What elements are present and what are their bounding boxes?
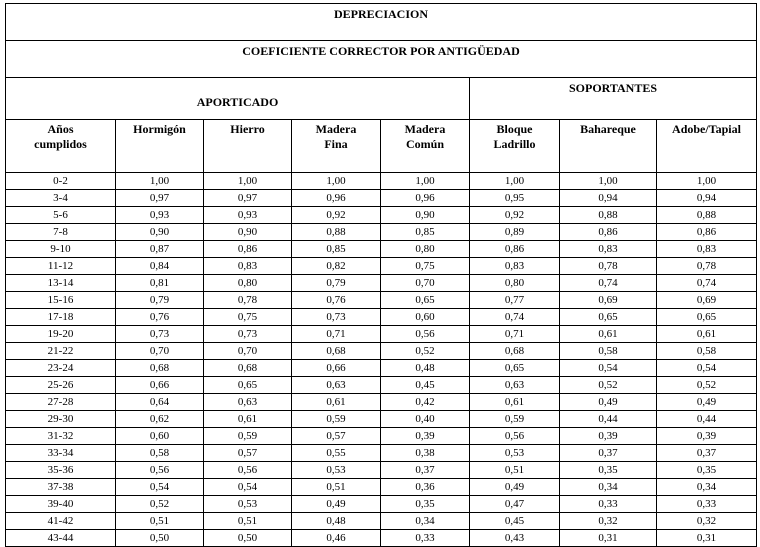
coefficient-cell: 0,61 bbox=[292, 394, 381, 411]
coefficient-cell: 0,50 bbox=[204, 530, 292, 547]
coefficient-cell: 0,86 bbox=[560, 224, 657, 241]
coefficient-cell: 0,43 bbox=[470, 530, 560, 547]
coefficient-cell: 0,64 bbox=[116, 394, 204, 411]
coefficient-cell: 0,95 bbox=[470, 190, 560, 207]
coefficient-cell: 0,61 bbox=[560, 326, 657, 343]
coefficient-cell: 0,79 bbox=[116, 292, 204, 309]
coefficient-cell: 0,37 bbox=[381, 462, 470, 479]
age-range-cell: 39-40 bbox=[6, 496, 116, 513]
coefficient-cell: 0,42 bbox=[381, 394, 470, 411]
coefficient-cell: 0,65 bbox=[470, 360, 560, 377]
age-range-cell: 7-8 bbox=[6, 224, 116, 241]
table-row bbox=[6, 360, 757, 377]
age-range-cell: 9-10 bbox=[6, 241, 116, 258]
coefficient-cell: 0,54 bbox=[657, 360, 757, 377]
coefficient-cell: 0,56 bbox=[470, 428, 560, 445]
coefficient-cell: 0,53 bbox=[292, 462, 381, 479]
table-row bbox=[6, 394, 757, 411]
coefficient-cell: 0,66 bbox=[116, 377, 204, 394]
column-header-adobe-tapial: Adobe/Tapial bbox=[657, 120, 757, 173]
coefficient-cell: 0,59 bbox=[470, 411, 560, 428]
coefficient-cell: 0,63 bbox=[204, 394, 292, 411]
coefficient-cell: 0,76 bbox=[116, 309, 204, 326]
coefficient-cell: 0,33 bbox=[657, 496, 757, 513]
coefficient-cell: 0,34 bbox=[560, 479, 657, 496]
coefficient-cell: 0,66 bbox=[292, 360, 381, 377]
coefficient-cell: 0,92 bbox=[292, 207, 381, 224]
coefficient-cell: 0,31 bbox=[657, 530, 757, 547]
age-range-cell: 5-6 bbox=[6, 207, 116, 224]
column-header-hierro: Hierro bbox=[204, 120, 292, 173]
coefficient-cell: 0,56 bbox=[116, 462, 204, 479]
coefficient-cell: 1,00 bbox=[204, 173, 292, 190]
column-header-hormigon: Hormigón bbox=[116, 120, 204, 173]
coefficient-cell: 0,90 bbox=[116, 224, 204, 241]
table-row bbox=[6, 326, 757, 343]
age-range-cell: 35-36 bbox=[6, 462, 116, 479]
coefficient-cell: 0,47 bbox=[470, 496, 560, 513]
age-range-cell: 15-16 bbox=[6, 292, 116, 309]
coefficient-cell: 0,79 bbox=[292, 275, 381, 292]
coefficient-cell: 0,38 bbox=[381, 445, 470, 462]
coefficient-cell: 0,48 bbox=[381, 360, 470, 377]
table-title: DEPRECIACION bbox=[6, 4, 757, 41]
coefficient-cell: 0,37 bbox=[560, 445, 657, 462]
column-header-anos: Años cumplidos bbox=[6, 120, 116, 173]
coefficient-cell: 0,65 bbox=[381, 292, 470, 309]
coefficient-cell: 0,32 bbox=[657, 513, 757, 530]
coefficient-cell: 0,31 bbox=[560, 530, 657, 547]
age-range-cell: 29-30 bbox=[6, 411, 116, 428]
coefficient-cell: 0,74 bbox=[657, 275, 757, 292]
coefficient-cell: 0,85 bbox=[292, 241, 381, 258]
coefficient-cell: 0,53 bbox=[470, 445, 560, 462]
coefficient-cell: 0,61 bbox=[204, 411, 292, 428]
table-row bbox=[6, 173, 757, 190]
coefficient-cell: 0,49 bbox=[657, 394, 757, 411]
coefficient-cell: 0,68 bbox=[116, 360, 204, 377]
coefficient-cell: 0,70 bbox=[116, 343, 204, 360]
table-row bbox=[6, 445, 757, 462]
table-row bbox=[6, 479, 757, 496]
coefficient-cell: 0,40 bbox=[381, 411, 470, 428]
coefficient-cell: 0,90 bbox=[204, 224, 292, 241]
coefficient-cell: 0,39 bbox=[657, 428, 757, 445]
coefficient-cell: 0,46 bbox=[292, 530, 381, 547]
age-range-cell: 13-14 bbox=[6, 275, 116, 292]
coefficient-cell: 1,00 bbox=[381, 173, 470, 190]
coefficient-cell: 0,83 bbox=[560, 241, 657, 258]
coefficient-cell: 0,54 bbox=[204, 479, 292, 496]
depreciation-table bbox=[5, 3, 757, 547]
table-row bbox=[6, 496, 757, 513]
coefficient-cell: 0,59 bbox=[292, 411, 381, 428]
age-range-cell: 33-34 bbox=[6, 445, 116, 462]
coefficient-cell: 1,00 bbox=[292, 173, 381, 190]
table-row bbox=[6, 258, 757, 275]
coefficient-cell: 0,39 bbox=[560, 428, 657, 445]
coefficient-cell: 0,75 bbox=[204, 309, 292, 326]
coefficient-cell: 0,51 bbox=[116, 513, 204, 530]
coefficient-cell: 0,61 bbox=[657, 326, 757, 343]
coefficient-cell: 0,58 bbox=[116, 445, 204, 462]
age-range-cell: 37-38 bbox=[6, 479, 116, 496]
coefficient-cell: 0,49 bbox=[560, 394, 657, 411]
age-range-cell: 41-42 bbox=[6, 513, 116, 530]
coefficient-cell: 0,58 bbox=[657, 343, 757, 360]
coefficient-cell: 0,73 bbox=[116, 326, 204, 343]
table-row bbox=[6, 275, 757, 292]
coefficient-cell: 0,74 bbox=[560, 275, 657, 292]
coefficient-cell: 0,44 bbox=[560, 411, 657, 428]
coefficient-cell: 0,76 bbox=[292, 292, 381, 309]
coefficient-cell: 0,82 bbox=[292, 258, 381, 275]
table-row bbox=[6, 530, 757, 547]
coefficient-cell: 0,85 bbox=[381, 224, 470, 241]
table-row bbox=[6, 343, 757, 360]
coefficient-cell: 0,65 bbox=[560, 309, 657, 326]
coefficient-cell: 0,35 bbox=[560, 462, 657, 479]
coefficient-cell: 0,33 bbox=[560, 496, 657, 513]
coefficient-cell: 0,86 bbox=[204, 241, 292, 258]
coefficient-cell: 0,71 bbox=[292, 326, 381, 343]
coefficient-cell: 0,33 bbox=[381, 530, 470, 547]
table-row bbox=[6, 224, 757, 241]
coefficient-cell: 0,62 bbox=[116, 411, 204, 428]
coefficient-cell: 0,52 bbox=[381, 343, 470, 360]
age-range-cell: 11-12 bbox=[6, 258, 116, 275]
table-row bbox=[6, 377, 757, 394]
coefficient-cell: 0,90 bbox=[381, 207, 470, 224]
coefficient-cell: 0,63 bbox=[470, 377, 560, 394]
age-range-cell: 23-24 bbox=[6, 360, 116, 377]
coefficient-cell: 0,68 bbox=[204, 360, 292, 377]
coefficient-cell: 0,39 bbox=[381, 428, 470, 445]
coefficient-cell: 0,80 bbox=[381, 241, 470, 258]
coefficient-cell: 0,53 bbox=[204, 496, 292, 513]
coefficient-cell: 1,00 bbox=[470, 173, 560, 190]
coefficient-cell: 0,48 bbox=[292, 513, 381, 530]
coefficient-cell: 0,83 bbox=[204, 258, 292, 275]
coefficient-cell: 0,68 bbox=[470, 343, 560, 360]
table-row bbox=[6, 309, 757, 326]
coefficient-cell: 0,68 bbox=[292, 343, 381, 360]
group-soportantes: SOPORTANTES bbox=[470, 78, 757, 120]
coefficient-cell: 0,86 bbox=[657, 224, 757, 241]
coefficient-cell: 0,60 bbox=[381, 309, 470, 326]
table-body bbox=[6, 173, 757, 547]
coefficient-cell: 0,65 bbox=[657, 309, 757, 326]
coefficient-cell: 0,58 bbox=[560, 343, 657, 360]
coefficient-cell: 0,59 bbox=[204, 428, 292, 445]
coefficient-cell: 0,97 bbox=[204, 190, 292, 207]
coefficient-cell: 0,45 bbox=[470, 513, 560, 530]
table-row bbox=[6, 513, 757, 530]
coefficient-cell: 0,69 bbox=[657, 292, 757, 309]
coefficient-cell: 0,77 bbox=[470, 292, 560, 309]
table-row bbox=[6, 462, 757, 479]
coefficient-cell: 0,97 bbox=[116, 190, 204, 207]
coefficient-cell: 0,88 bbox=[560, 207, 657, 224]
table-row bbox=[6, 411, 757, 428]
coefficient-cell: 0,71 bbox=[470, 326, 560, 343]
coefficient-cell: 0,34 bbox=[657, 479, 757, 496]
coefficient-cell: 0,45 bbox=[381, 377, 470, 394]
group-aporticado: APORTICADO bbox=[6, 78, 470, 120]
coefficient-cell: 0,49 bbox=[292, 496, 381, 513]
coefficient-cell: 0,57 bbox=[292, 428, 381, 445]
age-range-cell: 43-44 bbox=[6, 530, 116, 547]
coefficient-cell: 0,73 bbox=[204, 326, 292, 343]
table-row bbox=[6, 207, 757, 224]
coefficient-cell: 0,84 bbox=[116, 258, 204, 275]
coefficient-cell: 0,54 bbox=[116, 479, 204, 496]
coefficient-cell: 0,96 bbox=[381, 190, 470, 207]
coefficient-cell: 0,60 bbox=[116, 428, 204, 445]
coefficient-cell: 0,89 bbox=[470, 224, 560, 241]
age-range-cell: 19-20 bbox=[6, 326, 116, 343]
table-row bbox=[6, 292, 757, 309]
coefficient-cell: 0,63 bbox=[292, 377, 381, 394]
age-range-cell: 25-26 bbox=[6, 377, 116, 394]
coefficient-cell: 0,78 bbox=[657, 258, 757, 275]
coefficient-cell: 0,94 bbox=[560, 190, 657, 207]
coefficient-cell: 0,88 bbox=[292, 224, 381, 241]
coefficient-cell: 0,36 bbox=[381, 479, 470, 496]
coefficient-cell: 0,94 bbox=[657, 190, 757, 207]
coefficient-cell: 0,52 bbox=[116, 496, 204, 513]
age-range-cell: 31-32 bbox=[6, 428, 116, 445]
coefficient-cell: 0,56 bbox=[204, 462, 292, 479]
coefficient-cell: 1,00 bbox=[116, 173, 204, 190]
table-row bbox=[6, 241, 757, 258]
coefficient-cell: 0,70 bbox=[381, 275, 470, 292]
coefficient-cell: 0,69 bbox=[560, 292, 657, 309]
coefficient-cell: 0,92 bbox=[470, 207, 560, 224]
coefficient-cell: 0,74 bbox=[470, 309, 560, 326]
coefficient-cell: 0,78 bbox=[204, 292, 292, 309]
coefficient-cell: 0,49 bbox=[470, 479, 560, 496]
coefficient-cell: 0,65 bbox=[204, 377, 292, 394]
coefficient-cell: 0,50 bbox=[116, 530, 204, 547]
coefficient-cell: 0,73 bbox=[292, 309, 381, 326]
coefficient-cell: 0,78 bbox=[560, 258, 657, 275]
coefficient-cell: 0,37 bbox=[657, 445, 757, 462]
coefficient-cell: 0,44 bbox=[657, 411, 757, 428]
coefficient-cell: 0,54 bbox=[560, 360, 657, 377]
column-header-bloque-ladrillo: Bloque Ladrillo bbox=[470, 120, 560, 173]
coefficient-cell: 0,87 bbox=[116, 241, 204, 258]
age-range-cell: 21-22 bbox=[6, 343, 116, 360]
coefficient-cell: 0,93 bbox=[116, 207, 204, 224]
coefficient-cell: 0,55 bbox=[292, 445, 381, 462]
age-range-cell: 3-4 bbox=[6, 190, 116, 207]
coefficient-cell: 0,83 bbox=[657, 241, 757, 258]
column-header-bahareque: Bahareque bbox=[560, 120, 657, 173]
coefficient-cell: 0,80 bbox=[204, 275, 292, 292]
coefficient-cell: 0,61 bbox=[470, 394, 560, 411]
coefficient-cell: 0,35 bbox=[381, 496, 470, 513]
coefficient-cell: 0,51 bbox=[470, 462, 560, 479]
column-header-madera-comun: Madera Común bbox=[381, 120, 470, 173]
coefficient-cell: 0,34 bbox=[381, 513, 470, 530]
table-subtitle: COEFICIENTE CORRECTOR POR ANTIGÜEDAD bbox=[6, 41, 757, 78]
column-header-row bbox=[6, 120, 757, 173]
coefficient-cell: 0,70 bbox=[204, 343, 292, 360]
coefficient-cell: 1,00 bbox=[657, 173, 757, 190]
age-range-cell: 17-18 bbox=[6, 309, 116, 326]
age-range-cell: 0-2 bbox=[6, 173, 116, 190]
coefficient-cell: 1,00 bbox=[560, 173, 657, 190]
coefficient-cell: 0,80 bbox=[470, 275, 560, 292]
coefficient-cell: 0,86 bbox=[470, 241, 560, 258]
table-row bbox=[6, 190, 757, 207]
coefficient-cell: 0,93 bbox=[204, 207, 292, 224]
age-range-cell: 27-28 bbox=[6, 394, 116, 411]
coefficient-cell: 0,57 bbox=[204, 445, 292, 462]
coefficient-cell: 0,32 bbox=[560, 513, 657, 530]
coefficient-cell: 0,52 bbox=[560, 377, 657, 394]
coefficient-cell: 0,81 bbox=[116, 275, 204, 292]
table-row bbox=[6, 428, 757, 445]
coefficient-cell: 0,96 bbox=[292, 190, 381, 207]
coefficient-cell: 0,88 bbox=[657, 207, 757, 224]
coefficient-cell: 0,56 bbox=[381, 326, 470, 343]
coefficient-cell: 0,51 bbox=[204, 513, 292, 530]
coefficient-cell: 0,75 bbox=[381, 258, 470, 275]
coefficient-cell: 0,35 bbox=[657, 462, 757, 479]
coefficient-cell: 0,51 bbox=[292, 479, 381, 496]
coefficient-cell: 0,83 bbox=[470, 258, 560, 275]
coefficient-cell: 0,52 bbox=[657, 377, 757, 394]
column-header-madera-fina: Madera Fina bbox=[292, 120, 381, 173]
